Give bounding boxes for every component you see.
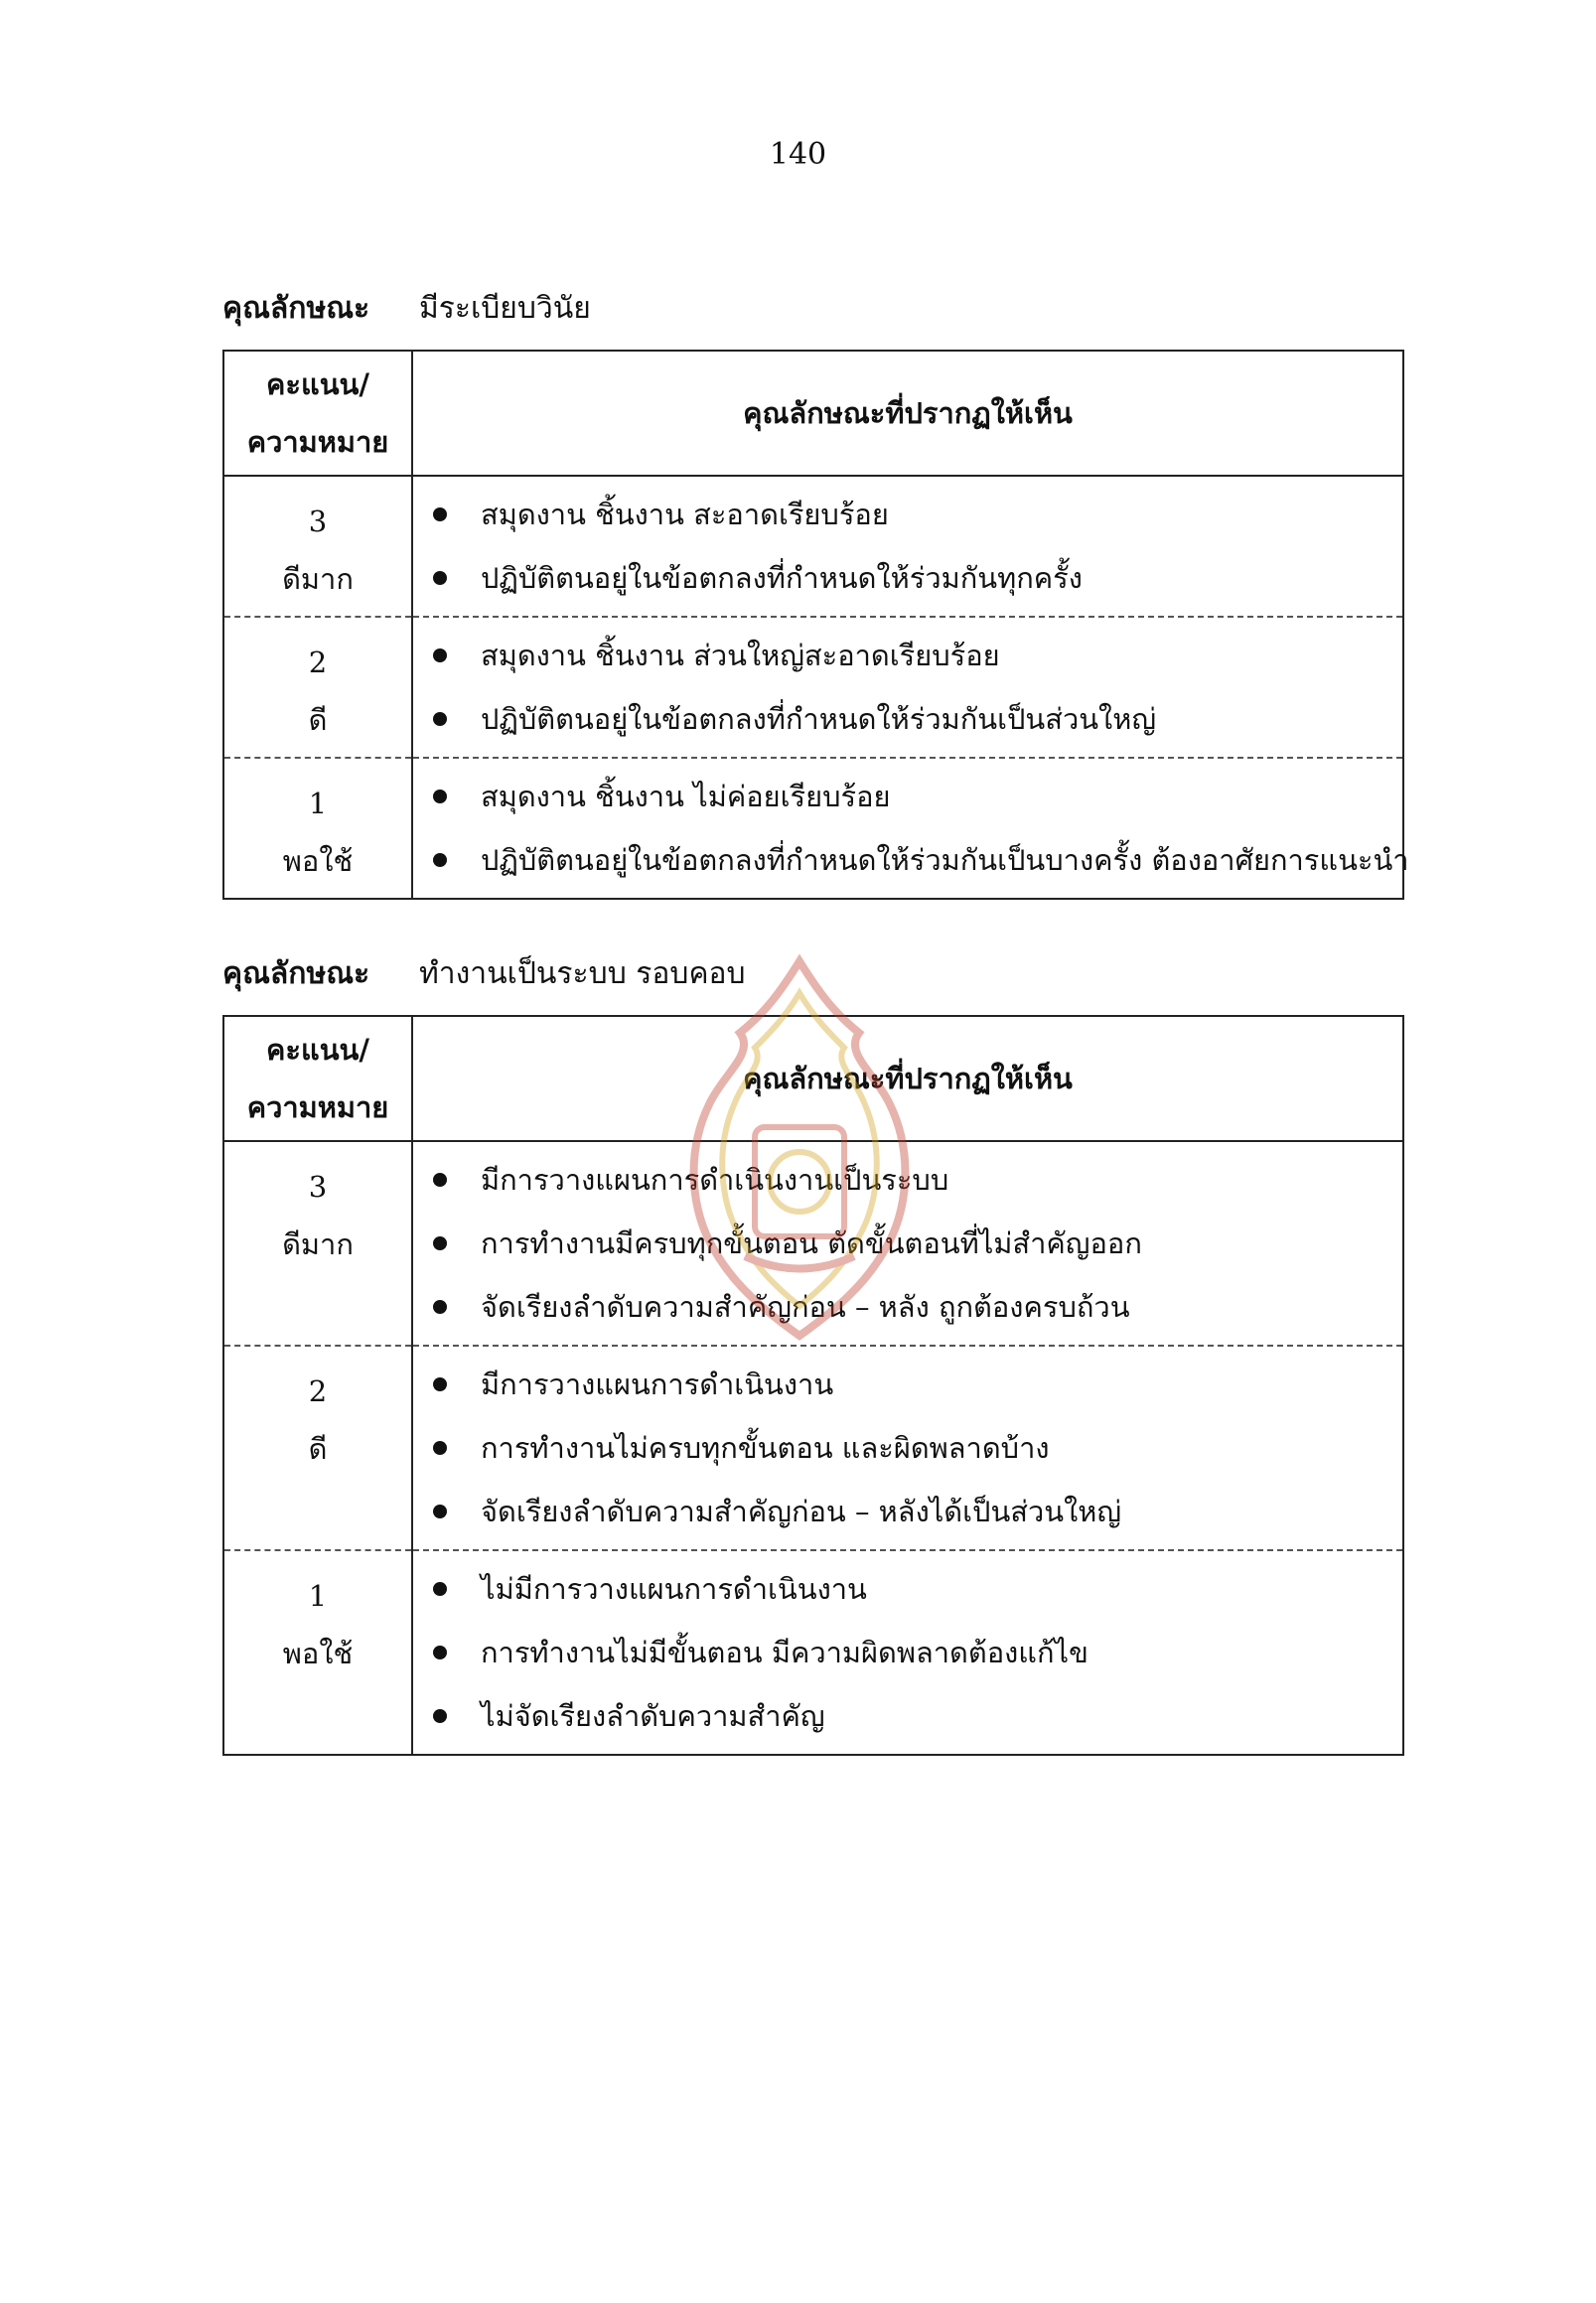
criteria-item <box>433 687 1402 751</box>
score-value: 1 <box>308 787 328 820</box>
trait-header <box>222 280 1404 336</box>
bullet-icon <box>433 1709 447 1723</box>
criteria-text: จัดเรียงลำดับความสำคัญก่อน – หลังได้เป็นส่วนใหญ่ <box>481 1495 1122 1528</box>
description-header: คุณลักษณะที่ปรากฏให้เห็น <box>412 351 1403 476</box>
criteria-item <box>433 624 1402 687</box>
criteria-text: ไม่จัดเรียงลำดับความสำคัญ <box>481 1699 825 1733</box>
bullet-icon <box>433 1300 447 1314</box>
criteria-text: จัดเรียงลำดับความสำคัญก่อน – หลัง ถูกต้องครบถ้วน <box>481 1290 1130 1324</box>
criteria-text: การทำงานมีครบทุกขั้นตอน ตัดขั้นตอนที่ไม่สำคัญออก <box>481 1226 1142 1260</box>
score-header-line-1: คะแนน/ <box>266 1033 369 1067</box>
bullet-icon <box>433 507 447 521</box>
trait-header <box>222 945 1404 1001</box>
criteria-cell <box>412 1141 1403 1346</box>
score-header <box>223 351 412 476</box>
criteria-text: ปฏิบัติตนอยู่ในข้อตกลงที่กำหนดให้ร่วมกันเป็นบางครั้ง ต้องอาศัยการแนะนำ <box>481 843 1409 877</box>
criteria-item <box>433 1480 1402 1543</box>
criteria-text: การทำงานไม่มีขั้นตอน มีความผิดพลาดต้องแก้ไข <box>481 1636 1088 1669</box>
criteria-cell <box>412 1346 1403 1550</box>
criteria-text: สมุดงาน ชิ้นงาน ไม่ค่อยเรียบร้อย <box>481 780 891 813</box>
bullet-icon <box>433 1646 447 1659</box>
score-cell <box>223 758 412 899</box>
criteria-text: สมุดงาน ชิ้นงาน สะอาดเรียบร้อย <box>481 498 889 531</box>
rubric-level-row <box>223 758 1403 899</box>
criteria-cell <box>412 758 1409 899</box>
trait-value: ทำงานเป็นระบบ รอบคอบ <box>419 955 746 991</box>
score-meaning: พอใช้ <box>282 844 354 878</box>
rubric-table <box>222 1015 1404 1756</box>
bullet-icon <box>433 790 447 803</box>
criteria-item <box>433 546 1402 610</box>
criteria-item <box>433 1212 1402 1275</box>
score-cell <box>223 1346 412 1550</box>
score-cell <box>223 1141 412 1346</box>
criteria-text: ไม่มีการวางแผนการดำเนินงาน <box>481 1572 867 1606</box>
rubric-level-row <box>223 1346 1403 1550</box>
bullet-icon <box>433 571 447 585</box>
score-value: 1 <box>308 1579 328 1613</box>
rubric-level-row <box>223 1550 1403 1755</box>
trait-value: มีระเบียบวินัย <box>419 290 591 326</box>
criteria-item <box>433 1416 1402 1480</box>
score-cell <box>223 1550 412 1755</box>
criteria-text: การทำงานไม่ครบทุกขั้นตอน และผิดพลาดบ้าง <box>481 1431 1050 1465</box>
criteria-item <box>433 1684 1402 1748</box>
criteria-text: มีการวางแผนการดำเนินงาน <box>481 1367 834 1401</box>
score-header-line-2: ความหมาย <box>246 1090 389 1124</box>
score-header <box>223 1016 412 1141</box>
criteria-item <box>433 765 1402 828</box>
score-meaning: พอใช้ <box>282 1637 354 1670</box>
bullet-icon <box>433 1236 447 1250</box>
score-cell <box>223 476 412 617</box>
criteria-cell <box>412 617 1403 758</box>
criteria-item <box>433 483 1402 546</box>
score-meaning: ดีมาก <box>282 562 354 596</box>
score-value: 2 <box>308 646 328 679</box>
rubric-level-row <box>223 617 1403 758</box>
rubric-level-row <box>223 476 1403 617</box>
bullet-icon <box>433 1173 447 1187</box>
criteria-text: มีการวางแผนการดำเนินงานเป็นระบบ <box>481 1163 949 1197</box>
criteria-item <box>433 1275 1402 1339</box>
score-cell <box>223 617 412 758</box>
bullet-icon <box>433 1582 447 1596</box>
bullet-icon <box>433 1441 447 1455</box>
trait-section-discipline <box>222 280 1409 900</box>
criteria-cell <box>412 476 1403 617</box>
criteria-item <box>433 1621 1402 1684</box>
bullet-icon <box>433 712 447 726</box>
page-number: 140 <box>769 137 827 172</box>
trait-label: คุณลักษณะ <box>222 290 370 326</box>
score-meaning: ดีมาก <box>282 1227 354 1261</box>
description-header: คุณลักษณะที่ปรากฏให้เห็น <box>412 1016 1403 1141</box>
score-value: 2 <box>308 1374 328 1408</box>
bullet-icon <box>433 853 447 867</box>
criteria-text: ปฏิบัติตนอยู่ในข้อตกลงที่กำหนดให้ร่วมกันทุกครั้ง <box>481 561 1083 595</box>
criteria-item <box>433 1353 1402 1416</box>
score-meaning: ดี <box>308 1432 328 1466</box>
criteria-text: ปฏิบัติตนอยู่ในข้อตกลงที่กำหนดให้ร่วมกันเป็นส่วนใหญ่ <box>481 702 1157 736</box>
criteria-text: สมุดงาน ชิ้นงาน ส่วนใหญ่สะอาดเรียบร้อย <box>481 639 1000 672</box>
score-header-line-2: ความหมาย <box>246 425 389 459</box>
rubric-level-row <box>223 1141 1403 1346</box>
criteria-cell <box>412 1550 1403 1755</box>
criteria-item <box>433 1148 1402 1212</box>
score-meaning: ดี <box>308 703 328 737</box>
score-value: 3 <box>308 1170 328 1204</box>
score-value: 3 <box>308 504 328 538</box>
trait-label: คุณลักษณะ <box>222 955 370 991</box>
trait-section-systematic <box>222 945 1404 1756</box>
score-header-line-1: คะแนน/ <box>266 367 369 401</box>
criteria-item <box>433 1557 1402 1621</box>
bullet-icon <box>433 648 447 662</box>
rubric-table <box>222 350 1409 900</box>
criteria-item <box>433 828 1409 892</box>
bullet-icon <box>433 1377 447 1391</box>
bullet-icon <box>433 1505 447 1518</box>
